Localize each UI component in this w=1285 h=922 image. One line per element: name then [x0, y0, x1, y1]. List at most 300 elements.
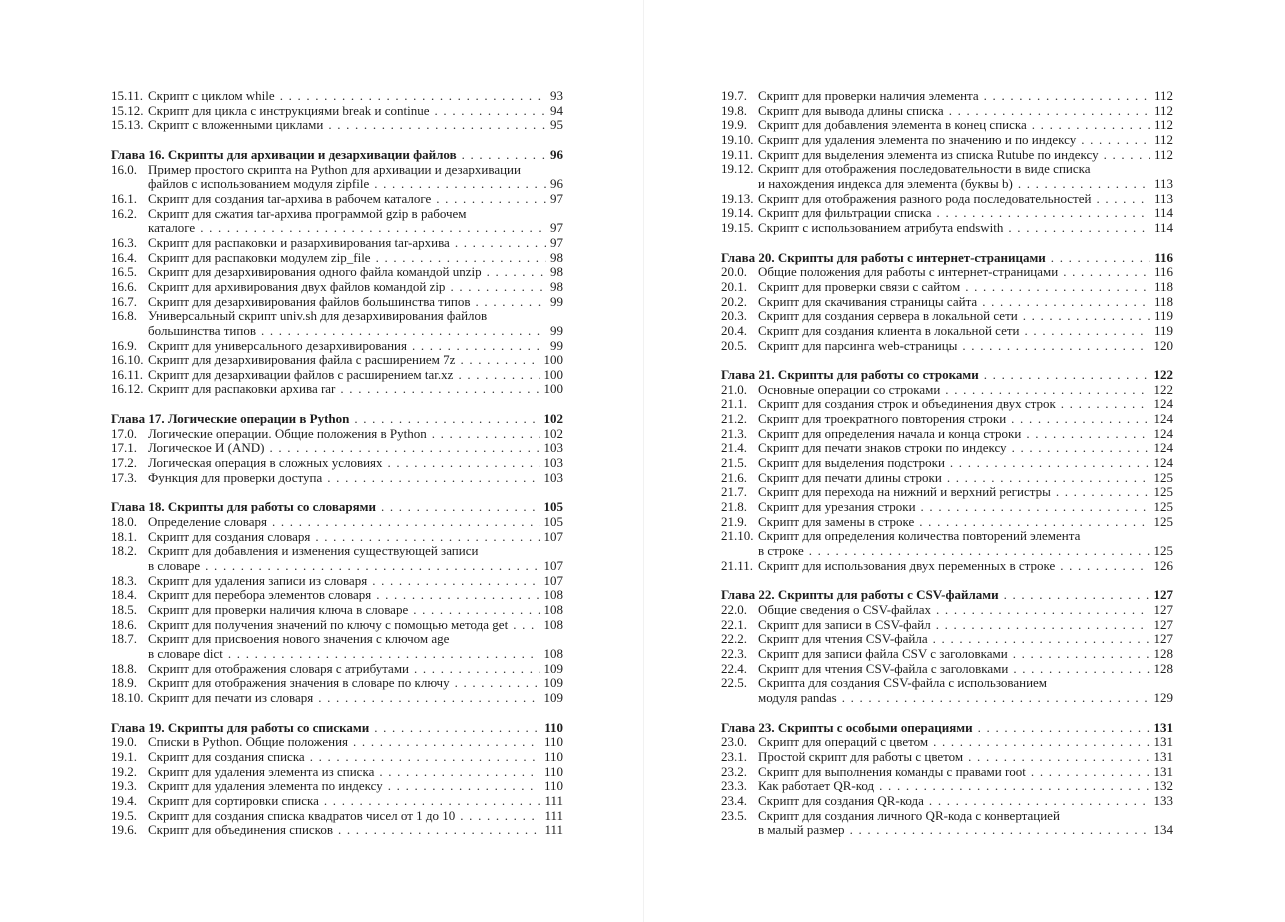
chapter-page-number: 102	[543, 411, 563, 427]
toc-entry-line	[148, 295, 563, 310]
page-number: 108	[543, 602, 563, 617]
toc-entry-number: 19.4.	[111, 792, 137, 808]
toc-entry-body	[148, 632, 563, 661]
dot-leader	[1060, 559, 1149, 574]
toc-entry-body	[148, 427, 563, 442]
dot-leader	[372, 574, 539, 589]
chapter-heading	[721, 251, 1173, 266]
toc-entry-body	[758, 441, 1173, 456]
toc-entry-body	[148, 104, 563, 119]
dot-leader	[1004, 588, 1150, 603]
dot-leader	[379, 765, 540, 780]
toc-entry-title: большинства типов	[148, 322, 256, 338]
page-number: 131	[1153, 748, 1173, 764]
dot-leader	[450, 280, 546, 295]
page-number: 127	[1153, 631, 1173, 647]
toc-entry-line	[758, 118, 1173, 133]
toc-entry-number: 15.12.	[111, 102, 144, 118]
toc-entry-title: Скрипт для проверки наличия элемента	[758, 88, 979, 103]
toc-entry-number: 17.2.	[111, 455, 137, 471]
toc-entry-number: 19.3.	[111, 778, 137, 794]
toc-entry-title: и нахождения индекса для элемента (буквы b)	[758, 175, 1013, 191]
dot-leader	[353, 735, 540, 750]
dot-leader	[1081, 133, 1150, 148]
dot-leader	[1023, 309, 1150, 324]
toc-entry-line	[758, 485, 1173, 500]
toc-entry-line	[758, 383, 1173, 398]
toc-entry-title: Скрипт для записи в CSV-файл	[758, 616, 931, 632]
toc-entry-number: 22.0.	[721, 602, 747, 617]
chapter-page-number: 105	[543, 499, 563, 515]
toc-entry-number: 21.2.	[721, 411, 747, 427]
dot-leader	[324, 794, 541, 809]
dot-leader	[984, 368, 1150, 383]
toc-entry-number: 20.1.	[721, 278, 747, 294]
toc-entry-body	[758, 383, 1173, 398]
toc-entry-line	[758, 177, 1173, 192]
page-number: 118	[1153, 293, 1173, 309]
page-number: 111	[544, 792, 563, 808]
toc-entry	[111, 588, 563, 603]
toc-entry-body	[148, 515, 563, 530]
dot-leader	[388, 779, 540, 794]
page-number: 111	[544, 822, 563, 838]
dot-leader	[462, 148, 546, 163]
toc-entry-body	[758, 559, 1173, 574]
page-number: 107	[543, 558, 563, 574]
toc-entry	[111, 368, 563, 383]
page-number: 125	[1153, 484, 1173, 500]
page-number: 107	[543, 572, 563, 588]
toc-entry-number: 21.0.	[721, 381, 747, 397]
toc-entry-title: Скрипт для дезархивирования файлов большинства типов	[148, 293, 471, 309]
toc-entry-title: Скрипт для удаления элемента по индексу	[148, 778, 383, 794]
toc-entry	[721, 89, 1173, 104]
toc-entry-line	[758, 823, 1173, 838]
chapter-page-number: 116	[1154, 249, 1173, 265]
page-number: 103	[543, 440, 563, 456]
dot-leader	[984, 89, 1150, 104]
toc-entry-title: Общие положения для работы с интернет-страницами	[758, 264, 1059, 280]
page-number: 125	[1153, 543, 1173, 559]
toc-entry-number: 19.12.	[721, 161, 754, 177]
dot-leader	[1051, 251, 1150, 266]
toc-entry-body	[758, 485, 1173, 500]
page-number: 119	[1153, 308, 1173, 324]
toc-entry-body	[758, 148, 1173, 163]
toc-entry-line	[758, 148, 1173, 163]
toc-entry-line	[758, 427, 1173, 442]
dot-leader	[376, 588, 539, 603]
dot-leader	[269, 441, 539, 456]
toc-entry-title: Скрипт для сортировки списка	[148, 792, 319, 808]
dot-leader	[1025, 324, 1150, 339]
toc-entry	[721, 148, 1173, 163]
dot-leader	[1026, 427, 1149, 442]
toc-entry-line	[148, 265, 563, 280]
toc-entry	[111, 353, 563, 368]
toc-entry-body	[148, 309, 563, 338]
toc-entry-line	[148, 163, 563, 178]
toc-entry-number: 21.3.	[721, 425, 747, 441]
toc-entry-line	[758, 618, 1173, 633]
dot-leader	[280, 89, 546, 104]
toc-entry-number: 21.10.	[721, 528, 754, 544]
chapter-heading	[721, 368, 1173, 383]
toc-entry-number: 19.13.	[721, 190, 754, 206]
toc-entry-line	[148, 647, 563, 662]
toc-entry-body	[148, 353, 563, 368]
toc-entry-body	[148, 280, 563, 295]
chapter-heading	[111, 148, 563, 163]
toc-entry-body	[148, 236, 563, 251]
toc-entry-body	[758, 280, 1173, 295]
toc-entry	[111, 456, 563, 471]
toc-entry-line	[758, 162, 1173, 177]
page-number: 133	[1153, 792, 1173, 808]
toc-entry-title: Скрипт для удаления элемента из списка	[148, 763, 375, 779]
dot-leader	[374, 721, 540, 736]
page-number: 96	[550, 176, 563, 192]
toc-entry-line	[148, 471, 563, 486]
page-number: 98	[550, 249, 563, 265]
toc-entry-title: Скрипт для вывода длины списка	[758, 102, 944, 118]
toc-entry-body	[148, 618, 563, 633]
toc-entry-line	[758, 192, 1173, 207]
toc-entry-title: Общие сведения о CSV-файлах	[758, 602, 932, 617]
toc-entry-title: Скрипт для архивирования двух файлов командой zip	[148, 278, 446, 294]
toc-entry	[721, 529, 1173, 558]
toc-entry-body	[148, 603, 563, 618]
toc-entry-number: 22.4.	[721, 660, 747, 676]
dot-leader	[513, 618, 539, 633]
toc-entry-line	[758, 500, 1173, 515]
dot-leader	[200, 221, 546, 236]
toc-entry-title: Скрипт для отображения словаря с атрибутами	[148, 660, 409, 676]
toc-entry-line	[148, 809, 563, 824]
toc-entry-title: Скрипт для создания tar-архива в рабочем каталоге	[148, 190, 432, 206]
toc-entry-body	[148, 382, 563, 397]
toc-entry-body	[148, 471, 563, 486]
toc-entry-line	[758, 339, 1173, 354]
toc-entry-title: в словаре	[148, 558, 201, 574]
dot-leader	[933, 632, 1150, 647]
toc-entry	[111, 544, 563, 573]
dot-leader	[476, 295, 546, 310]
toc-entry-body	[758, 456, 1173, 471]
toc-entry	[721, 192, 1173, 207]
toc-entry-number: 20.5.	[721, 337, 747, 353]
toc-entry	[721, 603, 1173, 618]
toc-entry	[721, 295, 1173, 310]
toc-entry-line	[148, 823, 563, 838]
toc-entry	[721, 559, 1173, 574]
dot-leader	[949, 104, 1150, 119]
toc-entry-title: Скрипт для печати длины строки	[758, 469, 942, 485]
page-number: 103	[543, 455, 563, 471]
chapter-heading-title: Глава 17. Логические операции в Python	[111, 411, 350, 427]
dot-leader	[978, 721, 1150, 736]
toc-entry-title: Скрипт для присвоения нового значения с ключом age	[148, 631, 450, 647]
toc-entry-line	[148, 324, 563, 339]
toc-entry-number: 16.8.	[111, 308, 137, 324]
toc-entry-title: Скрипт для распаковки и разархивирования tar-архива	[148, 234, 450, 250]
toc-entry-number: 21.4.	[721, 440, 747, 456]
toc-entry-body	[148, 588, 563, 603]
dot-leader	[919, 515, 1149, 530]
toc-entry-line	[148, 280, 563, 295]
toc-entry	[111, 794, 563, 809]
toc-entry-body	[148, 750, 563, 765]
chapter-page-number: 131	[1153, 719, 1173, 735]
page-number: 116	[1153, 264, 1173, 280]
dot-leader	[315, 530, 539, 545]
toc-entry-body	[758, 529, 1173, 558]
toc-entry	[111, 471, 563, 486]
toc-entry	[111, 779, 563, 794]
toc-entry-number: 23.0.	[721, 734, 747, 750]
dot-leader	[381, 500, 540, 515]
toc-entry-body	[758, 206, 1173, 221]
chapter-heading	[111, 721, 563, 736]
toc-entry-title: Скрипт для фильтрации списка	[758, 205, 932, 221]
toc-entry-number: 20.4.	[721, 322, 747, 338]
dot-leader	[1061, 397, 1150, 412]
toc-entry-number: 18.2.	[111, 543, 137, 559]
toc-entry-title: Скрипт для чтения CSV-файла с заголовками	[758, 660, 1009, 676]
page-number: 112	[1153, 102, 1173, 118]
toc-entry-title: Скрипт для перебора элементов словаря	[148, 587, 372, 603]
dot-leader	[1056, 485, 1150, 500]
page-number: 128	[1153, 660, 1173, 676]
toc-entry-title: Пример простого скрипта на Python для архивации и дезархивации	[148, 161, 521, 177]
toc-entry-number: 21.1.	[721, 396, 747, 412]
toc-entry-body	[148, 89, 563, 104]
toc-entry-line	[148, 765, 563, 780]
toc-entry-number: 20.3.	[721, 308, 747, 324]
toc-entry-line	[148, 544, 563, 559]
dot-leader	[1104, 148, 1150, 163]
dot-leader	[414, 662, 540, 677]
dot-leader	[338, 823, 540, 838]
toc-entry-number: 23.5.	[721, 807, 747, 823]
dot-leader	[328, 118, 546, 133]
toc-entry-number: 18.6.	[111, 616, 137, 632]
page-number: 127	[1153, 616, 1173, 632]
page-number: 112	[1153, 131, 1173, 147]
toc-entry-title: Скрипт с циклом while	[148, 88, 275, 103]
toc-entry-title: Скрипт для отображения значения в словаре по ключу	[148, 675, 450, 691]
chapter-heading	[111, 412, 563, 427]
toc-entry-body	[758, 221, 1173, 236]
toc-entry-number: 23.2.	[721, 763, 747, 779]
page-number: 99	[550, 322, 563, 338]
toc-entry-line	[758, 529, 1173, 544]
toc-entry	[111, 427, 563, 442]
dot-leader	[936, 618, 1150, 633]
dot-leader	[455, 676, 540, 691]
toc-entry-title: Универсальный скрипт univ.sh для дезархивирования файлов	[148, 308, 488, 324]
page-number: 131	[1153, 734, 1173, 750]
toc-entry	[721, 206, 1173, 221]
chapter-heading	[721, 721, 1173, 736]
dot-leader	[842, 691, 1150, 706]
toc-entry-number: 20.2.	[721, 293, 747, 309]
toc-entry-title: Логическая операция в сложных условиях	[148, 455, 383, 471]
toc-entry	[721, 794, 1173, 809]
toc-entry-body	[758, 618, 1173, 633]
dot-leader	[205, 559, 539, 574]
dot-leader	[374, 177, 546, 192]
toc-entry-number: 16.2.	[111, 205, 137, 221]
dot-leader	[982, 295, 1150, 310]
toc-entry-line	[758, 441, 1173, 456]
toc-entry-title: в словаре dict	[148, 645, 223, 661]
toc-entry-body	[758, 397, 1173, 412]
page-number: 94	[550, 102, 563, 118]
toc-entry-line	[758, 515, 1173, 530]
toc-entry-line	[758, 280, 1173, 295]
toc-entry-title: в строке	[758, 543, 804, 559]
dot-leader	[272, 515, 540, 530]
page-number: 97	[550, 234, 563, 250]
dot-leader	[460, 809, 540, 824]
toc-entry	[111, 765, 563, 780]
toc-entry-number: 21.6.	[721, 469, 747, 485]
dot-leader	[850, 823, 1150, 838]
toc-entry-title: Скрипта для создания CSV-файла с использованием	[758, 675, 1048, 691]
toc-entry	[721, 162, 1173, 191]
dot-leader	[455, 236, 546, 251]
toc-entry-body	[758, 632, 1173, 647]
toc-entry-title: каталоге	[148, 220, 196, 236]
toc-entry-title: Списки в Python. Общие положения	[148, 734, 349, 750]
toc-entry-body	[758, 412, 1173, 427]
dot-leader	[1013, 662, 1149, 677]
toc-entry-body	[148, 118, 563, 133]
page-number: 125	[1153, 499, 1173, 515]
toc-entry-line	[758, 471, 1173, 486]
page-number: 113	[1153, 190, 1173, 206]
toc-entry-body	[148, 823, 563, 838]
toc-entry-line	[148, 309, 563, 324]
toc-entry-number: 18.8.	[111, 660, 137, 676]
page-number: 108	[543, 616, 563, 632]
toc-entry-title: Скрипт для проверки связи с сайтом	[758, 278, 961, 294]
toc-entry	[721, 265, 1173, 280]
toc-entry-line	[758, 809, 1173, 824]
toc-entry-line	[148, 530, 563, 545]
chapter-page-number: 127	[1153, 587, 1173, 603]
toc-entry-line	[148, 368, 563, 383]
toc-entry-line	[758, 559, 1173, 574]
page-number: 112	[1153, 146, 1173, 162]
toc-entry-number: 19.0.	[111, 734, 137, 750]
toc-entry-title: Основные операции со строками	[758, 381, 941, 397]
toc-entry-line	[148, 632, 563, 647]
toc-entry-body	[148, 207, 563, 236]
toc-entry	[721, 427, 1173, 442]
toc-entry-number: 21.8.	[721, 499, 747, 515]
toc-entry-body	[758, 662, 1173, 677]
dot-leader	[937, 206, 1150, 221]
toc-entry-body	[148, 779, 563, 794]
page-number: 110	[543, 748, 563, 764]
toc-entry-line	[758, 397, 1173, 412]
dot-leader	[340, 382, 539, 397]
toc-entry	[111, 118, 563, 133]
chapter-heading-title: Глава 22. Скрипты для работы с CSV-файлами	[721, 587, 999, 603]
page-number: 102	[543, 425, 563, 441]
toc-entry	[721, 280, 1173, 295]
toc-entry-body	[148, 574, 563, 589]
toc-entry-body	[758, 309, 1173, 324]
chapter-heading-title: Глава 18. Скрипты для работы со словарями	[111, 499, 376, 515]
toc-entry-title: Скрипт для создания сервера в локальной сети	[758, 308, 1018, 324]
toc-entry-title: Скрипт для дезархивирования одного файла командой unzip	[148, 264, 482, 280]
toc-entry-title: Скрипт для объединения списков	[148, 822, 333, 838]
toc-entry-title: Скрипт для цикла с инструкциями break и continue	[148, 102, 430, 118]
toc-entry-number: 16.5.	[111, 264, 137, 280]
toc-entry	[721, 118, 1173, 133]
toc-entry	[721, 441, 1173, 456]
dot-leader	[327, 471, 539, 486]
toc-entry-body	[758, 735, 1173, 750]
toc-entry-body	[148, 735, 563, 750]
toc-entry-line	[148, 177, 563, 192]
dot-leader	[1012, 441, 1150, 456]
toc-entry	[111, 295, 563, 310]
toc-entry-title: Скрипт для распаковки модулем zip_file	[148, 249, 371, 265]
toc-entry-line	[148, 353, 563, 368]
toc-entry-line	[758, 456, 1173, 471]
toc-entry-line	[148, 104, 563, 119]
toc-entry-body	[148, 691, 563, 706]
page-number: 103	[543, 469, 563, 485]
page-number: 110	[543, 763, 563, 779]
page-number: 99	[550, 293, 563, 309]
toc-entry-title: Скрипт для перехода на нижний и верхний регистры	[758, 484, 1051, 500]
dot-leader	[261, 324, 546, 339]
chapter-page-number: 96	[550, 146, 563, 162]
toc-entry	[721, 471, 1173, 486]
dot-leader	[228, 647, 540, 662]
toc-entry	[721, 133, 1173, 148]
toc-entry-number: 18.0.	[111, 514, 137, 530]
toc-entry-number: 18.10.	[111, 689, 144, 705]
toc-entry-body	[758, 162, 1173, 191]
toc-entry-title: Скрипт для удаления записи из словаря	[148, 572, 368, 588]
toc-entry	[721, 324, 1173, 339]
page-number: 114	[1153, 205, 1173, 221]
toc-entry-title: Скрипт для выделения подстроки	[758, 455, 945, 471]
toc-entry	[721, 632, 1173, 647]
dot-leader	[1096, 192, 1150, 207]
dot-leader	[968, 750, 1149, 765]
toc-entry-body	[148, 456, 563, 471]
page-number: 128	[1153, 645, 1173, 661]
toc-entry-line	[758, 544, 1173, 559]
toc-entry-body	[758, 500, 1173, 515]
toc-entry	[721, 456, 1173, 471]
page-number: 95	[550, 117, 563, 133]
dot-leader	[1011, 412, 1149, 427]
toc-entry-number: 19.14.	[721, 205, 754, 221]
dot-leader	[310, 750, 540, 765]
toc-entry-body	[758, 324, 1173, 339]
page-number: 124	[1153, 425, 1173, 441]
toc-entry-title: Скрипт для создания строк и объединения двух строк	[758, 396, 1056, 412]
